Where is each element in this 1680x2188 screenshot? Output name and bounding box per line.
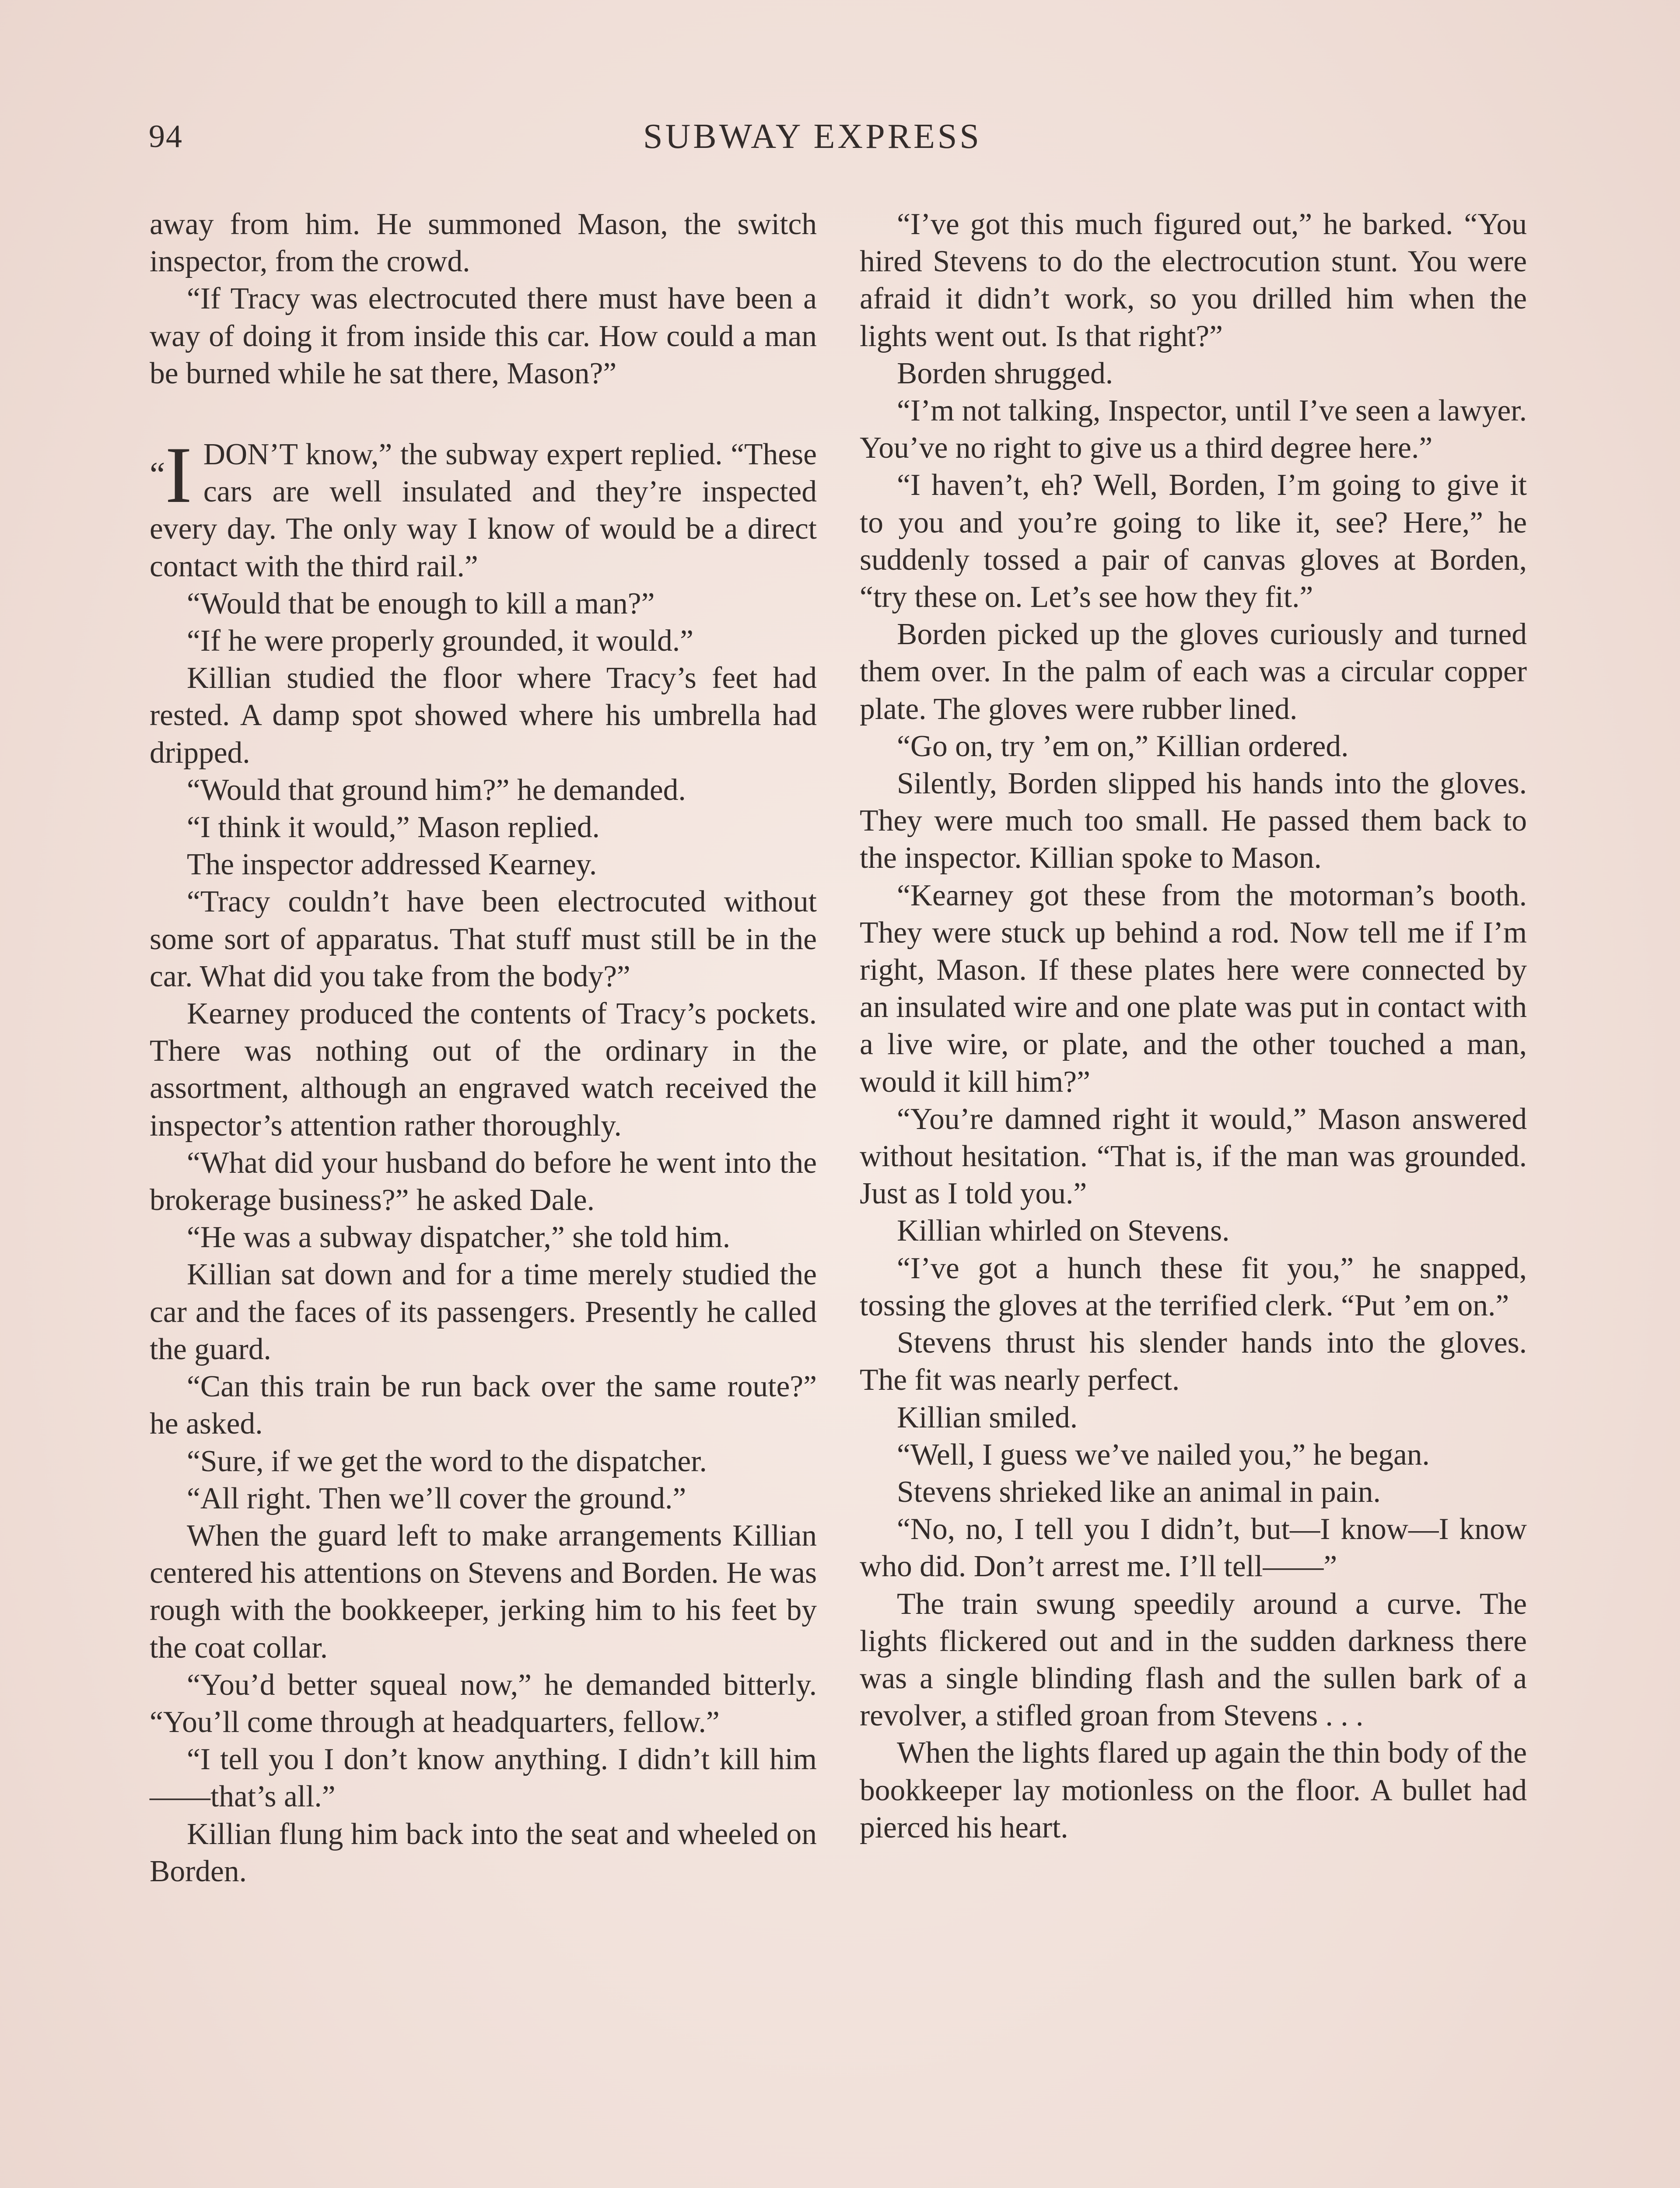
- paragraph: “Sure, if we get the word to the dispatcher.: [187, 1444, 707, 1478]
- page-number: 94: [149, 119, 183, 154]
- paragraph: “I think it would,” Mason replied.: [187, 810, 600, 845]
- paragraph: When the guard left to make arrangements Killian centered his attentions on Stevens and Borden. He was rough with the bookkeeper, jerking him to his feet by the coat collar.: [150, 1518, 817, 1665]
- paragraph: Stevens thrust his slender hands into the gloves. The fit was nearly perfect.: [860, 1326, 1527, 1397]
- paragraph: Stevens shrieked like an animal in pain.: [897, 1475, 1381, 1509]
- paragraph: Borden shrugged.: [897, 356, 1113, 390]
- right-column: [860, 206, 1527, 2188]
- paragraph: “No, no, I tell you I didn’t, but—I know—I know who did. Don’t arrest me. I’ll tell——”: [860, 1512, 1527, 1584]
- paragraph: “What did your husband do before he went into the brokerage business?” he asked Dale.: [150, 1146, 817, 1217]
- paragraph: “You’d better squeal now,” he demanded bitterly. “You’ll come through at headquarters, fellow.”: [150, 1668, 817, 1739]
- paragraph: “If Tracy was electrocuted there must have been a way of doing it from inside this car. How could a man be burned while he sat there, Mason?”: [150, 282, 817, 390]
- paragraph: away from him. He summoned Mason, the switch inspector, from the crowd.: [150, 207, 817, 279]
- paragraph: “He was a subway dispatcher,” she told him.: [187, 1220, 731, 1255]
- paragraph: “Go on, try ’em on,” Killian ordered.: [897, 729, 1349, 763]
- paragraph: “I’m not talking, Inspector, until I’ve seen a lawyer. You’ve no right to give us a third degree here.”: [860, 394, 1527, 465]
- paragraph: The train swung speedily around a curve. The lights flickered out and in the sudden darkness there was a single blinding flash and the sullen bark of a revolver, a stifled groan from Stevens . . .: [860, 1587, 1527, 1733]
- paragraph: “I tell you I don’t know anything. I didn’t kill him——that’s all.”: [150, 1743, 817, 1814]
- paragraph: “Would that be enough to kill a man?”: [187, 586, 655, 621]
- paragraph: “I’ve got this much figured out,” he barked. “You hired Stevens to do the electrocution stunt. You were afraid it didn’t work, so you drilled him when the lights went out. Is that right?”: [860, 207, 1527, 353]
- paragraph: “Well, I guess we’ve nailed you,” he began.: [897, 1438, 1430, 1472]
- page-header: [149, 115, 1531, 158]
- paragraph: “You’re damned right it would,” Mason answered without hesitation. “That is, if the man was grounded. Just as I told you.”: [860, 1102, 1527, 1211]
- paragraph: “Kearney got these from the motorman’s booth. They were stuck up behind a rod. Now tell me if I’m right, Mason. If these plates here were connected by an insulated wire and one plate was put in contact with a live wire, or plate, and the other touched a man, would it kill him?”: [860, 878, 1527, 1099]
- running-title: SUBWAY EXPRESS: [643, 117, 982, 156]
- paragraph: “I haven’t, eh? Well, Borden, I’m going to give it to you and you’re going to like it, see? Here,” he suddenly tossed a pair of canvas gloves at Borden, “try these on. Let’s see how they fit.”: [860, 468, 1527, 614]
- paragraph: “Tracy couldn’t have been electrocuted without some sort of apparatus. That stuff must still be in the car. What did you take from the body?”: [150, 885, 817, 993]
- paragraph: Killian whirled on Stevens.: [897, 1214, 1230, 1248]
- paragraph: “Would that ground him?” he demanded.: [187, 773, 686, 807]
- paragraph: “I’ve got a hunch these fit you,” he snapped, tossing the gloves at the terrified clerk. “Put ’em on.”: [860, 1251, 1527, 1322]
- paragraph: When the lights flared up again the thin body of the bookkeeper lay motionless on the floor. A bullet had pierced his heart.: [860, 1736, 1527, 1844]
- paragraph: Killian studied the floor where Tracy’s feet had rested. A damp spot showed where his umbrella had dripped.: [150, 661, 817, 770]
- paragraph: Silently, Borden slipped his hands into the gloves. They were much too small. He passed them back to the inspector. Killian spoke to Mason.: [860, 767, 1527, 875]
- paragraph: Borden picked up the gloves curiously and turned them over. In the palm of each was a circular copper plate. The gloves were rubber lined.: [860, 617, 1527, 726]
- drop-cap-text: DON’T know,” the subway expert replied. “These cars are well insulated and they’re inspected every day. The only way I know of would be a direct contact with the third rail.”: [150, 438, 817, 583]
- drop-cap: [150, 430, 192, 520]
- drop-cap-quote: “: [150, 456, 165, 494]
- paragraph: Killian flung him back into the seat and wheeled on Borden.: [150, 1817, 817, 1888]
- paragraph: Killian smiled.: [897, 1400, 1078, 1434]
- paragraph: The inspector addressed Kearney.: [187, 848, 597, 882]
- paragraph: “If he were properly grounded, it would.”: [187, 624, 693, 658]
- paragraph: “Can this train be run back over the same route?” he asked.: [150, 1370, 817, 1441]
- paragraph: “All right. Then we’ll cover the ground.”: [187, 1481, 686, 1515]
- paragraph: Killian sat down and for a time merely studied the car and the faces of its passengers. Presently he called the guard.: [150, 1258, 817, 1366]
- drop-cap-letter: I: [165, 430, 192, 520]
- paragraph: Kearney produced the contents of Tracy’s pockets. There was nothing out of the ordinary in the assortment, although an engraved watch received the inspector’s attention rather thoroughly.: [150, 997, 817, 1143]
- drop-cap-paragraph: [150, 430, 817, 585]
- left-column: [150, 206, 817, 2188]
